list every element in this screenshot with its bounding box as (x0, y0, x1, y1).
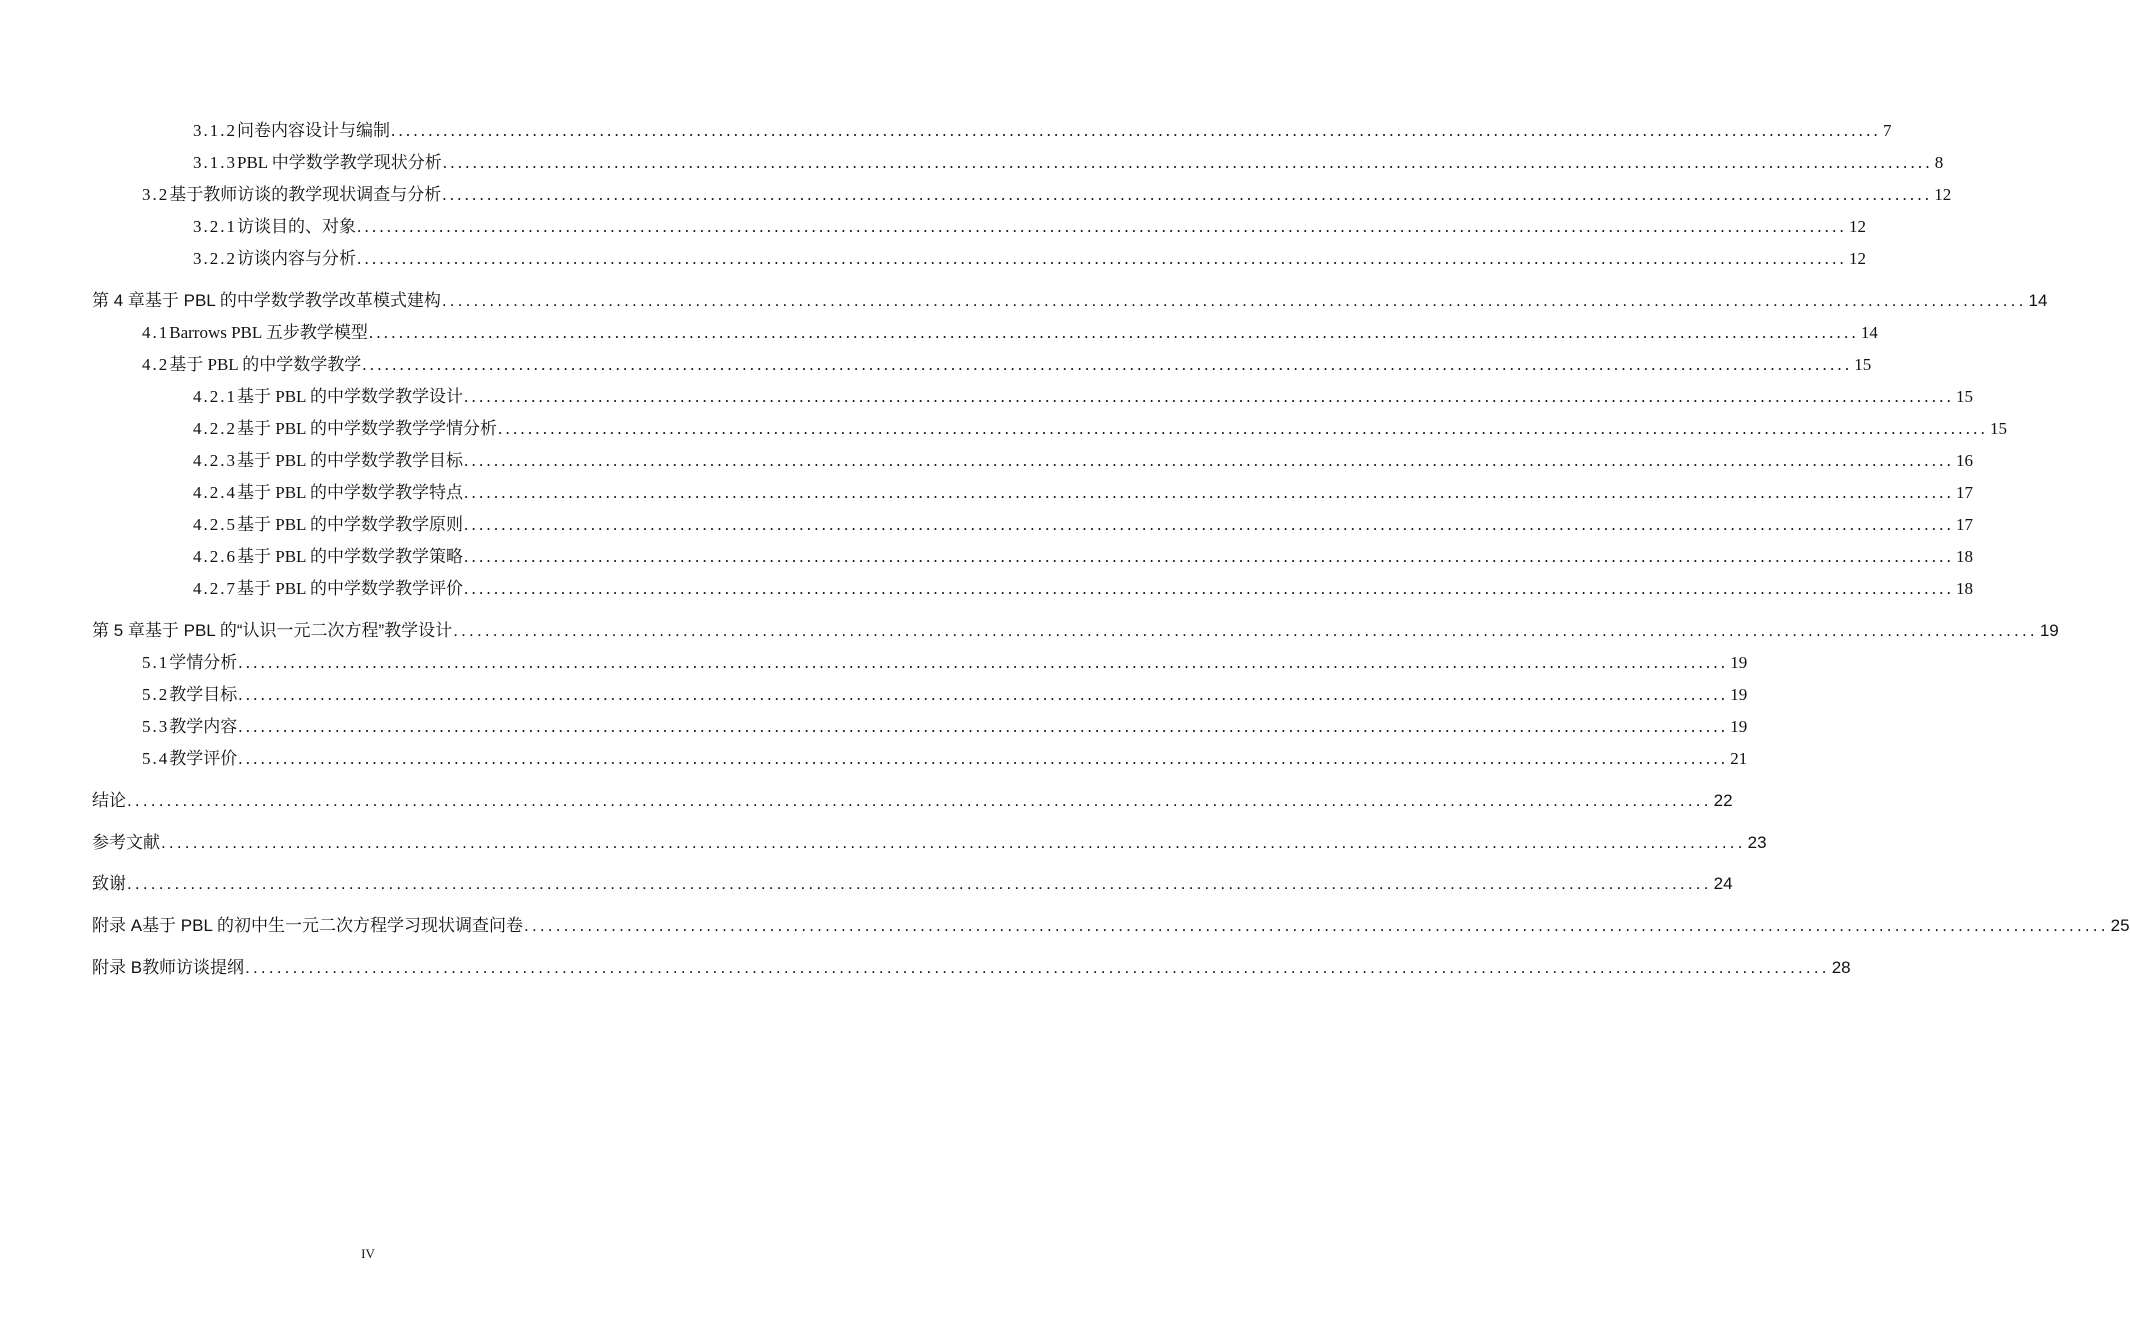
toc-entry-page: 18 (1956, 579, 1974, 598)
toc-entry-number: 3.2.2 (193, 249, 237, 268)
toc-entry-number: 4.2.7 (193, 579, 237, 598)
toc-leader-dots: ........................................................................................................................................................................................................ (453, 621, 2038, 640)
toc-entry-number: 3.2 (142, 185, 170, 204)
toc-entry-number: 第 4 章 (92, 291, 145, 310)
toc-entry-page: 19 (1730, 653, 1748, 672)
toc-entry-title: 基于 PBL 的中学数学教学目标 (237, 451, 464, 470)
toc-leader-dots: ........................................................................................................................................................................................................ (464, 579, 1955, 598)
page-number: IV (361, 1246, 375, 1261)
toc-entry-number: 5.1 (142, 653, 170, 672)
toc-entry[interactable] (193, 574, 1974, 600)
toc-entry-number: 4.2.6 (193, 547, 237, 566)
toc-entry-title: 基于 PBL 的中学数学教学特点 (237, 483, 464, 502)
toc-entry[interactable] (92, 911, 2130, 937)
toc-entry-number: 4.1 (142, 323, 170, 342)
toc-entry-title: 基于 PBL 的“认识一元二次方程”教学设计 (144, 621, 453, 640)
toc-entry[interactable] (142, 318, 1878, 344)
toc-entry[interactable] (193, 542, 1974, 568)
toc-entry[interactable] (142, 712, 1748, 738)
toc-entry-number: 3.1.3 (193, 153, 237, 172)
toc-leader-dots: ........................................................................................................................................................................................................ (127, 874, 1712, 893)
toc-leader-dots: ........................................................................................................................................................................................................ (442, 185, 1933, 204)
toc-leader-dots: ........................................................................................................................................................................................................ (498, 419, 1989, 438)
toc-entry[interactable] (193, 446, 1974, 472)
toc-entry-page: 15 (1990, 419, 2008, 438)
toc-entry[interactable] (92, 869, 1733, 895)
toc-leader-dots: ........................................................................................................................................................................................................ (238, 653, 1729, 672)
toc-entry-title: 致谢 (92, 874, 126, 893)
toc-entry-title: 教学内容 (169, 717, 238, 736)
toc-entry[interactable] (142, 680, 1748, 706)
toc-entry-page: 14 (1860, 323, 1878, 342)
toc-entry-number: 3.2.1 (193, 217, 237, 236)
toc-leader-dots: ........................................................................................................................................................................................................ (464, 515, 1955, 534)
toc-entry-page: 19 (1730, 685, 1748, 704)
toc-leader-dots: ........................................................................................................................................................................................................ (238, 749, 1729, 768)
toc-entry-page: 17 (1956, 515, 1974, 534)
toc-entry-page: 18 (1956, 547, 1974, 566)
toc-entry-page: 28 (1831, 958, 1851, 977)
toc-leader-dots: ........................................................................................................................................................................................................ (464, 483, 1955, 502)
toc-entry[interactable] (92, 786, 1733, 812)
toc-entry-page: 22 (1713, 791, 1733, 810)
toc-entry-number: 5.3 (142, 717, 170, 736)
toc-entry-title: 学情分析 (169, 653, 238, 672)
toc-entry-title: 基于 PBL 的中学数学教学设计 (237, 387, 464, 406)
toc-entry-title: 问卷内容设计与编制 (237, 121, 390, 140)
toc-leader-dots: ........................................................................................................................................................................................................ (441, 291, 2027, 310)
toc-entry-page: 12 (1934, 185, 1952, 204)
toc-entry-number: 4.2.3 (193, 451, 237, 470)
toc-leader-dots: ........................................................................................................................................................................................................ (245, 958, 1830, 977)
toc-entry-page: 24 (1713, 874, 1733, 893)
toc-entry-title: 基于 PBL 的中学数学教学 (169, 355, 362, 374)
toc-leader-dots: ........................................................................................................................................................................................................ (368, 323, 1859, 342)
toc-entry[interactable] (92, 286, 2048, 312)
toc-leader-dots: ........................................................................................................................................................................................................ (464, 547, 1955, 566)
toc-entry-title: Barrows PBL 五步教学模型 (169, 323, 368, 342)
toc-entry-title: 基于 PBL 的中学数学教学改革模式建构 (144, 291, 441, 310)
toc-entry[interactable] (142, 180, 1952, 206)
toc-entry-number: 4.2.5 (193, 515, 237, 534)
toc-leader-dots: ........................................................................................................................................................................................................ (127, 791, 1712, 810)
toc-entry[interactable] (193, 414, 2008, 440)
toc-entry-title: PBL 中学数学教学现状分析 (237, 153, 442, 172)
toc-entry-number: 3.1.2 (193, 121, 237, 140)
toc-entry[interactable] (193, 212, 1866, 238)
toc-entry-page: 25 (2110, 916, 2130, 935)
toc-entry-page: 21 (1730, 749, 1748, 768)
toc-entry-title: 教学目标 (169, 685, 238, 704)
toc-entry[interactable] (142, 744, 1748, 770)
toc-entry-title: 访谈内容与分析 (237, 249, 356, 268)
toc-entry-page: 23 (1747, 833, 1767, 852)
toc-entry-number: 附录 B (92, 958, 143, 977)
toc-leader-dots: ........................................................................................................................................................................................................ (442, 153, 1933, 172)
toc-entry-number: 4.2.2 (193, 419, 237, 438)
toc-entry[interactable] (193, 244, 1866, 270)
toc-entry-page: 7 (1883, 121, 1892, 140)
toc-entry[interactable] (92, 616, 2059, 642)
toc-entry-title: 基于 PBL 的中学数学教学学情分析 (237, 419, 498, 438)
toc-leader-dots: ........................................................................................................................................................................................................ (161, 833, 1746, 852)
toc-leader-dots: ........................................................................................................................................................................................................ (464, 451, 1955, 470)
toc-entry-number: 5.2 (142, 685, 170, 704)
toc-entry-title: 基于 PBL 的初中生一元二次方程学习现状调查问卷 (142, 916, 524, 935)
toc-leader-dots: ........................................................................................................................................................................................................ (524, 916, 2109, 935)
toc-entry-page: 14 (2028, 291, 2048, 310)
toc-entry[interactable] (142, 648, 1748, 674)
toc-entry-title: 基于 PBL 的中学数学教学策略 (237, 547, 464, 566)
toc-entry[interactable] (142, 350, 1872, 376)
toc-entry-page: 15 (1956, 387, 1974, 406)
toc-entry-number: 附录 A (92, 916, 143, 935)
toc-entry-title: 基于 PBL 的中学数学教学评价 (237, 579, 464, 598)
toc-entry-title: 基于教师访谈的教学现状调查与分析 (169, 185, 442, 204)
toc-entry-number: 第 5 章 (92, 621, 145, 640)
toc-leader-dots: ........................................................................................................................................................................................................ (357, 249, 1847, 268)
toc-entry-page: 12 (1849, 217, 1866, 236)
toc-leader-dots: ........................................................................................................................................................................................................ (464, 387, 1955, 406)
toc-leader-dots: ........................................................................................................................................................................................................ (391, 121, 1881, 140)
toc-entry-number: 4.2.4 (193, 483, 237, 502)
toc-entry-number: 5.4 (142, 749, 170, 768)
toc-entry[interactable] (92, 828, 1767, 854)
toc-entry-page: 16 (1956, 451, 1974, 470)
toc-entry-title: 访谈目的、对象 (237, 217, 356, 236)
toc-entry-page: 8 (1934, 153, 1944, 172)
toc-entry[interactable] (193, 510, 1974, 536)
toc-entry[interactable] (92, 953, 1851, 979)
toc-entry-page: 15 (1854, 355, 1872, 374)
toc-entry[interactable] (193, 116, 1892, 142)
toc-entry[interactable] (193, 478, 1974, 504)
toc-entry-number: 4.2 (142, 355, 170, 374)
toc-leader-dots: ........................................................................................................................................................................................................ (362, 355, 1853, 374)
toc-entry-number: 4.2.1 (193, 387, 237, 406)
toc-leader-dots: ........................................................................................................................................................................................................ (238, 685, 1729, 704)
toc-entry[interactable] (193, 148, 1944, 174)
toc-entry-page: 19 (2039, 621, 2059, 640)
toc-entry-title: 结论 (92, 791, 126, 810)
toc-entry-page: 19 (1730, 717, 1748, 736)
toc-entry-page: 17 (1956, 483, 1974, 502)
toc-entry-title: 教学评价 (169, 749, 238, 768)
toc-entry-title: 基于 PBL 的中学数学教学原则 (237, 515, 464, 534)
toc-entry-page: 12 (1849, 249, 1866, 268)
toc-entry-title: 教师访谈提纲 (142, 958, 245, 977)
toc-entry[interactable] (193, 382, 1974, 408)
toc-leader-dots: ........................................................................................................................................................................................................ (357, 217, 1847, 236)
toc-entry-title: 参考文献 (92, 833, 160, 852)
toc-leader-dots: ........................................................................................................................................................................................................ (238, 717, 1729, 736)
